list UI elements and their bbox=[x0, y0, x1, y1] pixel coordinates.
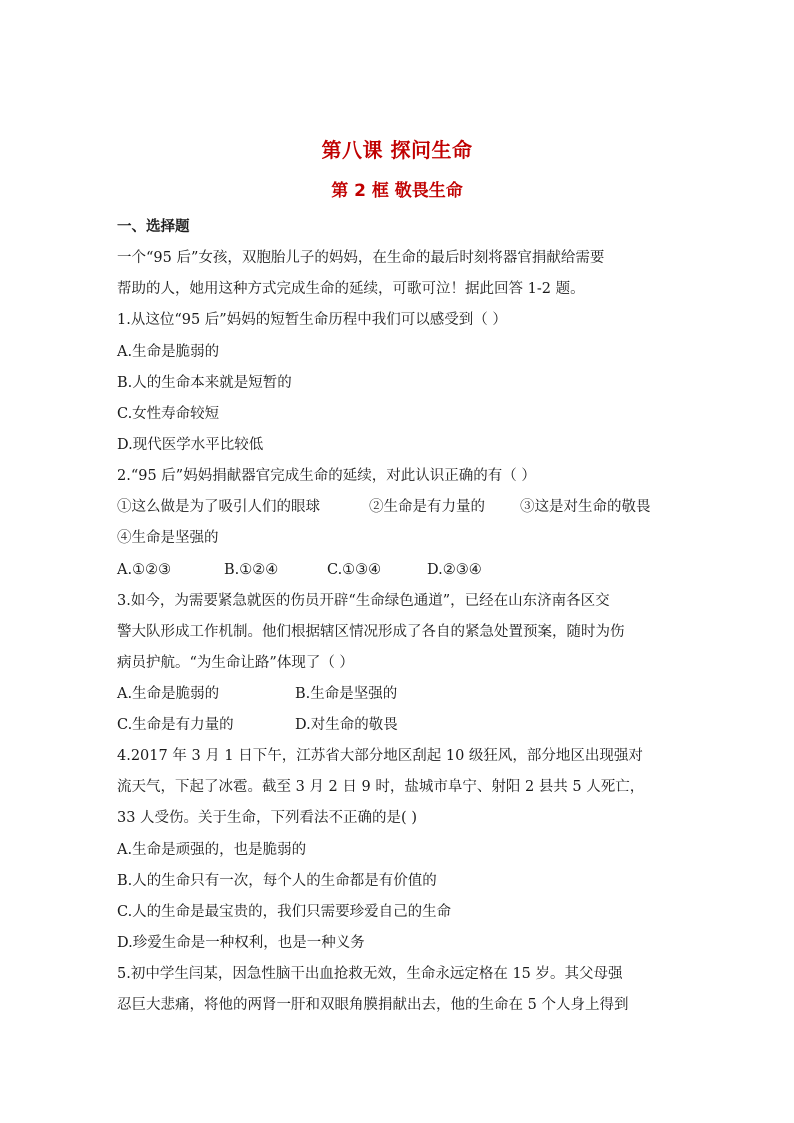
q4-option-c: C.人的生命是最宝贵的，我们只需要珍爱自己的生命 bbox=[117, 904, 452, 920]
q5-stem-line: 忍巨大悲痛，将他的两肾一肝和双眼角膜捐献出去，他的生命在 5 个人身上得到 bbox=[117, 997, 629, 1013]
q1-option-d: D.现代医学水平比较低 bbox=[117, 437, 264, 453]
q2-statement-1: ①这么做是为了吸引人们的眼球 bbox=[117, 499, 320, 515]
q1-option-c: C.女性寿命较短 bbox=[117, 406, 220, 422]
q1-option-b: B.人的生命本来就是短暂的 bbox=[117, 375, 292, 391]
q2-statement-3: ③这是对生命的敬畏 bbox=[520, 499, 651, 515]
q3-option-d: D.对生命的敬畏 bbox=[295, 717, 398, 733]
q1-stem: 1.从这位“95 后”妈妈的短暂生命历程中我们可以感受到（ ） bbox=[117, 312, 507, 328]
section-title: 第 2 框 敬畏生命 bbox=[331, 181, 463, 201]
q2-stem: 2.“95 后”妈妈捐献器官完成生命的延续，对此认识正确的有（ ） bbox=[117, 468, 536, 484]
q4-stem-line: 流天气，下起了冰雹。截至 3 月 2 日 9 时，盐城市阜宁、射阳 2 县共 5 人死亡， bbox=[117, 779, 645, 795]
q3-option-c: C.生命是有力量的 bbox=[117, 717, 234, 733]
intro-line: 一个“95 后”女孩，双胞胎儿子的妈妈，在生命的最后时刻将器官捐献给需要 bbox=[117, 250, 605, 266]
q4-option-b: B.人的生命只有一次，每个人的生命都是有价值的 bbox=[117, 873, 437, 889]
q1-option-a: A.生命是脆弱的 bbox=[117, 344, 220, 360]
intro-line: 帮助的人，她用这种方式完成生命的延续，可歌可泣！据此回答 1-2 题。 bbox=[117, 281, 585, 297]
q3-option-a: A.生命是脆弱的 bbox=[117, 686, 220, 702]
q4-stem-line: 4.2017 年 3 月 1 日下午，江苏省大部分地区刮起 10 级狂风，部分地区出现强对 bbox=[117, 748, 643, 764]
q2-option-b: B.①②④ bbox=[224, 562, 279, 578]
q4-option-d: D.珍爱生命是一种权利，也是一种义务 bbox=[117, 935, 365, 951]
lesson-title: 第八课 探问生命 bbox=[321, 138, 473, 162]
q2-option-d: D.②③④ bbox=[427, 562, 482, 578]
q4-stem-line: 33 人受伤。关于生命，下列看法不正确的是( ) bbox=[117, 810, 417, 826]
q5-stem-line: 5.初中学生闫某，因急性脑干出血抢救无效，生命永远定格在 15 岁。其父母强 bbox=[117, 966, 623, 982]
q3-stem-line: 3.如今，为需要紧急就医的伤员开辟“生命绿色通道”，已经在山东济南各区交 bbox=[117, 593, 610, 609]
q3-stem-line: 病员护航。“为生命让路”体现了（ ） bbox=[117, 655, 354, 671]
q2-option-c: C.①③④ bbox=[327, 562, 382, 578]
q2-statement-4: ④生命是坚强的 bbox=[117, 530, 219, 546]
q4-option-a: A.生命是顽强的，也是脆弱的 bbox=[117, 842, 307, 858]
q2-statement-2: ②生命是有力量的 bbox=[369, 499, 485, 515]
q3-option-b: B.生命是坚强的 bbox=[295, 686, 398, 702]
part-heading: 一、选择题 bbox=[117, 219, 190, 235]
q3-stem-line: 警大队形成工作机制。他们根据辖区情况形成了各自的紧急处置预案，随时为伤 bbox=[117, 624, 625, 640]
q2-option-a: A.①②③ bbox=[117, 562, 172, 578]
